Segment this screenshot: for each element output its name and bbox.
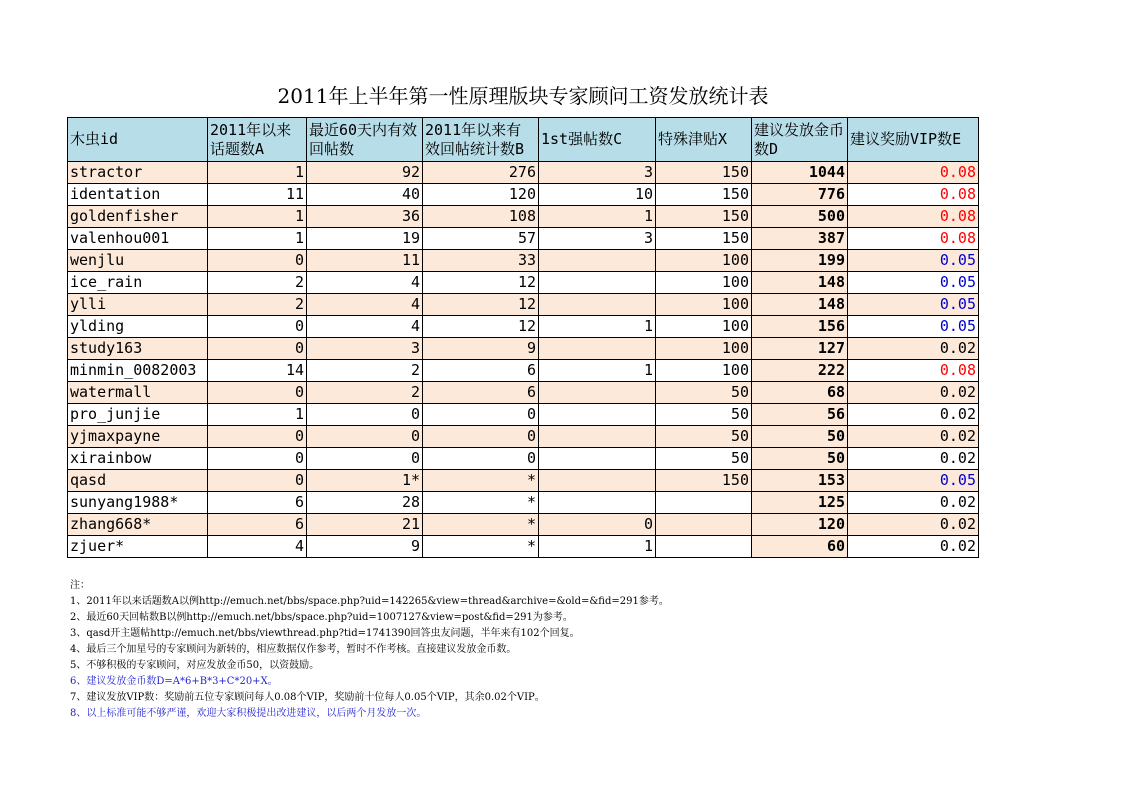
cell-id[interactable]: yjmaxpayne — [68, 426, 208, 448]
cell-a[interactable]: 1 — [208, 228, 307, 250]
table-row — [68, 228, 979, 250]
cell-id[interactable]: qasd — [68, 470, 208, 492]
table-row — [68, 184, 979, 206]
cell-x[interactable]: 150 — [656, 206, 752, 228]
table-row — [68, 316, 979, 338]
cell-bb[interactable]: 0 — [423, 448, 539, 470]
cell-bb[interactable]: 9 — [423, 338, 539, 360]
cell-x[interactable] — [656, 514, 752, 536]
cell-bb[interactable]: * — [423, 492, 539, 514]
cell-c[interactable]: 1 — [539, 316, 656, 338]
cell-id[interactable]: pro_junjie — [68, 404, 208, 426]
cell-id[interactable]: goldenfisher — [68, 206, 208, 228]
cell-id[interactable]: valenhou001 — [68, 228, 208, 250]
cell-c[interactable] — [539, 338, 656, 360]
cell-e[interactable]: 0.08 — [848, 206, 979, 228]
cell-c[interactable]: 3 — [539, 228, 656, 250]
cell-d[interactable]: 50 — [752, 426, 848, 448]
header-d[interactable]: 建议发放金币数D — [752, 118, 848, 162]
cell-x[interactable]: 50 — [656, 404, 752, 426]
header-b[interactable]: 最近60天内有效回帖数 — [307, 118, 423, 162]
cell-x[interactable]: 50 — [656, 382, 752, 404]
table-row — [68, 470, 979, 492]
cell-c[interactable]: 1 — [539, 360, 656, 382]
cell-d[interactable]: 148 — [752, 272, 848, 294]
note-line: 2、最近60天回帖数B以例http://emuch.net/bbs/space.php?uid=1007127&view=post&fid=291为参考。 — [70, 612, 573, 623]
table-row — [68, 382, 979, 404]
cell-d[interactable]: 153 — [752, 470, 848, 492]
table-row — [68, 162, 979, 184]
cell-bb[interactable]: 276 — [423, 162, 539, 184]
cell-c[interactable]: 0 — [539, 514, 656, 536]
cell-a[interactable]: 0 — [208, 448, 307, 470]
cell-b[interactable]: 9 — [307, 536, 423, 558]
cell-c[interactable]: 10 — [539, 184, 656, 206]
cell-b[interactable]: 0 — [307, 404, 423, 426]
cell-d[interactable]: 120 — [752, 514, 848, 536]
cell-b[interactable]: 2 — [307, 382, 423, 404]
cell-a[interactable]: 6 — [208, 514, 307, 536]
header-row — [68, 118, 979, 162]
cell-bb[interactable]: 12 — [423, 272, 539, 294]
cell-e[interactable]: 0.02 — [848, 514, 979, 536]
salary-table — [67, 117, 979, 558]
cell-c[interactable] — [539, 382, 656, 404]
cell-a[interactable]: 1 — [208, 162, 307, 184]
header-x[interactable]: 特殊津贴X — [656, 118, 752, 162]
table-row — [68, 536, 979, 558]
table-row — [68, 360, 979, 382]
cell-id[interactable]: xirainbow — [68, 448, 208, 470]
cell-e[interactable]: 0.02 — [848, 448, 979, 470]
table-row — [68, 294, 979, 316]
cell-id[interactable]: minmin_0082003 — [68, 360, 208, 382]
cell-x[interactable] — [656, 536, 752, 558]
cell-e[interactable]: 0.02 — [848, 426, 979, 448]
cell-id[interactable]: stractor — [68, 162, 208, 184]
cell-bb[interactable]: 6 — [423, 360, 539, 382]
cell-e[interactable]: 0.08 — [848, 228, 979, 250]
cell-id[interactable]: ylli — [68, 294, 208, 316]
cell-e[interactable]: 0.02 — [848, 536, 979, 558]
cell-d[interactable]: 156 — [752, 316, 848, 338]
cell-c[interactable]: 1 — [539, 206, 656, 228]
cell-c[interactable] — [539, 404, 656, 426]
cell-x[interactable]: 150 — [656, 470, 752, 492]
cell-id[interactable]: sunyang1988* — [68, 492, 208, 514]
header-a[interactable]: 2011年以来话题数A — [208, 118, 307, 162]
cell-c[interactable] — [539, 426, 656, 448]
cell-d[interactable]: 60 — [752, 536, 848, 558]
table-row — [68, 426, 979, 448]
cell-a[interactable]: 0 — [208, 250, 307, 272]
cell-b[interactable]: 19 — [307, 228, 423, 250]
cell-id[interactable]: watermall — [68, 382, 208, 404]
cell-d[interactable]: 56 — [752, 404, 848, 426]
cell-id[interactable]: zjuer* — [68, 536, 208, 558]
cell-id[interactable]: wenjlu — [68, 250, 208, 272]
cell-d[interactable]: 68 — [752, 382, 848, 404]
cell-b[interactable]: 4 — [307, 294, 423, 316]
cell-x[interactable]: 50 — [656, 448, 752, 470]
cell-a[interactable]: 6 — [208, 492, 307, 514]
cell-d[interactable]: 776 — [752, 184, 848, 206]
cell-e[interactable]: 0.05 — [848, 294, 979, 316]
cell-bb[interactable]: 57 — [423, 228, 539, 250]
cell-bb[interactable]: 6 — [423, 382, 539, 404]
cell-bb[interactable]: 108 — [423, 206, 539, 228]
cell-c[interactable]: 1 — [539, 536, 656, 558]
cell-x[interactable]: 100 — [656, 294, 752, 316]
cell-a[interactable]: 2 — [208, 294, 307, 316]
cell-x[interactable]: 150 — [656, 228, 752, 250]
cell-id[interactable]: ylding — [68, 316, 208, 338]
cell-b[interactable]: 11 — [307, 250, 423, 272]
table-row — [68, 272, 979, 294]
cell-bb[interactable]: * — [423, 514, 539, 536]
cell-d[interactable]: 1044 — [752, 162, 848, 184]
cell-a[interactable]: 0 — [208, 426, 307, 448]
note-line: 5、不够积极的专家顾问，对应发放金币50，以资鼓励。 — [70, 660, 320, 671]
cell-x[interactable]: 150 — [656, 162, 752, 184]
cell-bb[interactable]: 120 — [423, 184, 539, 206]
cell-b[interactable]: 92 — [307, 162, 423, 184]
cell-d[interactable]: 222 — [752, 360, 848, 382]
cell-a[interactable]: 11 — [208, 184, 307, 206]
note-line: 注： — [70, 580, 90, 591]
cell-d[interactable]: 387 — [752, 228, 848, 250]
cell-c[interactable] — [539, 492, 656, 514]
cell-c[interactable] — [539, 294, 656, 316]
cell-e[interactable]: 0.02 — [848, 382, 979, 404]
cell-b[interactable]: 2 — [307, 360, 423, 382]
cell-d[interactable]: 148 — [752, 294, 848, 316]
cell-a[interactable]: 1 — [208, 206, 307, 228]
cell-e[interactable]: 0.02 — [848, 338, 979, 360]
cell-e[interactable]: 0.05 — [848, 470, 979, 492]
table-body — [68, 162, 979, 558]
cell-c[interactable] — [539, 470, 656, 492]
cell-b[interactable]: 40 — [307, 184, 423, 206]
cell-e[interactable]: 0.08 — [848, 360, 979, 382]
cell-c[interactable]: 3 — [539, 162, 656, 184]
header-bb[interactable]: 2011年以来有效回帖统计数B — [423, 118, 539, 162]
header-e[interactable]: 建议奖励VIP数E — [848, 118, 979, 162]
table-row — [68, 492, 979, 514]
cell-b[interactable]: 28 — [307, 492, 423, 514]
note-line: 8、以上标准可能不够严谨，欢迎大家积极提出改进建议，以后两个月发放一次。 — [70, 708, 427, 719]
cell-e[interactable]: 0.05 — [848, 250, 979, 272]
cell-b[interactable]: 21 — [307, 514, 423, 536]
cell-b[interactable]: 4 — [307, 272, 423, 294]
cell-a[interactable]: 0 — [208, 382, 307, 404]
cell-bb[interactable]: 12 — [423, 316, 539, 338]
cell-id[interactable]: ice_rain — [68, 272, 208, 294]
cell-d[interactable]: 500 — [752, 206, 848, 228]
sheet-title: 2011年上半年第一性原理版块专家顾问工资发放统计表 — [277, 84, 769, 108]
cell-e[interactable]: 0.02 — [848, 492, 979, 514]
cell-c[interactable] — [539, 250, 656, 272]
cell-x[interactable]: 50 — [656, 426, 752, 448]
cell-a[interactable]: 0 — [208, 316, 307, 338]
cell-bb[interactable]: 0 — [423, 404, 539, 426]
cell-a[interactable]: 1 — [208, 404, 307, 426]
cell-e[interactable]: 0.05 — [848, 272, 979, 294]
cell-x[interactable]: 150 — [656, 184, 752, 206]
cell-a[interactable]: 0 — [208, 470, 307, 492]
cell-bb[interactable]: 0 — [423, 426, 539, 448]
cell-e[interactable]: 0.08 — [848, 162, 979, 184]
note-line: 4、最后三个加星号的专家顾问为新转的，相应数据仅作参考，暂时不作考核。直接建议发放金币数。 — [70, 644, 517, 655]
cell-d[interactable]: 125 — [752, 492, 848, 514]
cell-b[interactable]: 36 — [307, 206, 423, 228]
cell-a[interactable]: 4 — [208, 536, 307, 558]
cell-x[interactable] — [656, 492, 752, 514]
cell-c[interactable] — [539, 448, 656, 470]
table-row — [68, 338, 979, 360]
cell-bb[interactable]: * — [423, 536, 539, 558]
cell-x[interactable]: 100 — [656, 360, 752, 382]
cell-x[interactable]: 100 — [656, 338, 752, 360]
note-line: 1、2011年以来话题数A以例http://emuch.net/bbs/space.php?uid=142265&view=thread&archive=&old=&fid=291参考。 — [70, 596, 669, 607]
cell-x[interactable]: 100 — [656, 272, 752, 294]
cell-b[interactable]: 0 — [307, 426, 423, 448]
table-row — [68, 448, 979, 470]
cell-e[interactable]: 0.08 — [848, 184, 979, 206]
note-line: 6、建议发放金币数D=A*6+B*3+C*20+X。 — [70, 676, 278, 687]
cell-b[interactable]: 4 — [307, 316, 423, 338]
cell-a[interactable]: 2 — [208, 272, 307, 294]
cell-bb[interactable]: * — [423, 470, 539, 492]
note-line: 7、建议发放VIP数：奖励前五位专家顾问每人0.08个VIP，奖励前十位每人0.05个VIP，其余0.02个VIP。 — [70, 692, 545, 703]
cell-x[interactable]: 100 — [656, 250, 752, 272]
notes-block — [70, 578, 669, 722]
cell-id[interactable]: study163 — [68, 338, 208, 360]
cell-id[interactable]: zhang668* — [68, 514, 208, 536]
cell-d[interactable]: 127 — [752, 338, 848, 360]
table-row — [68, 404, 979, 426]
cell-b[interactable]: 3 — [307, 338, 423, 360]
cell-e[interactable]: 0.05 — [848, 316, 979, 338]
note-line: 3、qasd开主题帖http://emuch.net/bbs/viewthread.php?tid=1741390回答虫友问题，半年来有102个回复。 — [70, 628, 580, 639]
cell-c[interactable] — [539, 272, 656, 294]
header-c[interactable]: 1st强帖数C — [539, 118, 656, 162]
cell-a[interactable]: 14 — [208, 360, 307, 382]
cell-bb[interactable]: 33 — [423, 250, 539, 272]
table-row — [68, 514, 979, 536]
table-row — [68, 250, 979, 272]
cell-id[interactable]: identation — [68, 184, 208, 206]
header-id[interactable]: 木虫id — [68, 118, 208, 162]
table-row — [68, 206, 979, 228]
cell-x[interactable]: 100 — [656, 316, 752, 338]
cell-d[interactable]: 199 — [752, 250, 848, 272]
cell-bb[interactable]: 12 — [423, 294, 539, 316]
cell-b[interactable]: 0 — [307, 448, 423, 470]
cell-b[interactable]: 1* — [307, 470, 423, 492]
cell-a[interactable]: 0 — [208, 338, 307, 360]
cell-d[interactable]: 50 — [752, 448, 848, 470]
cell-e[interactable]: 0.02 — [848, 404, 979, 426]
